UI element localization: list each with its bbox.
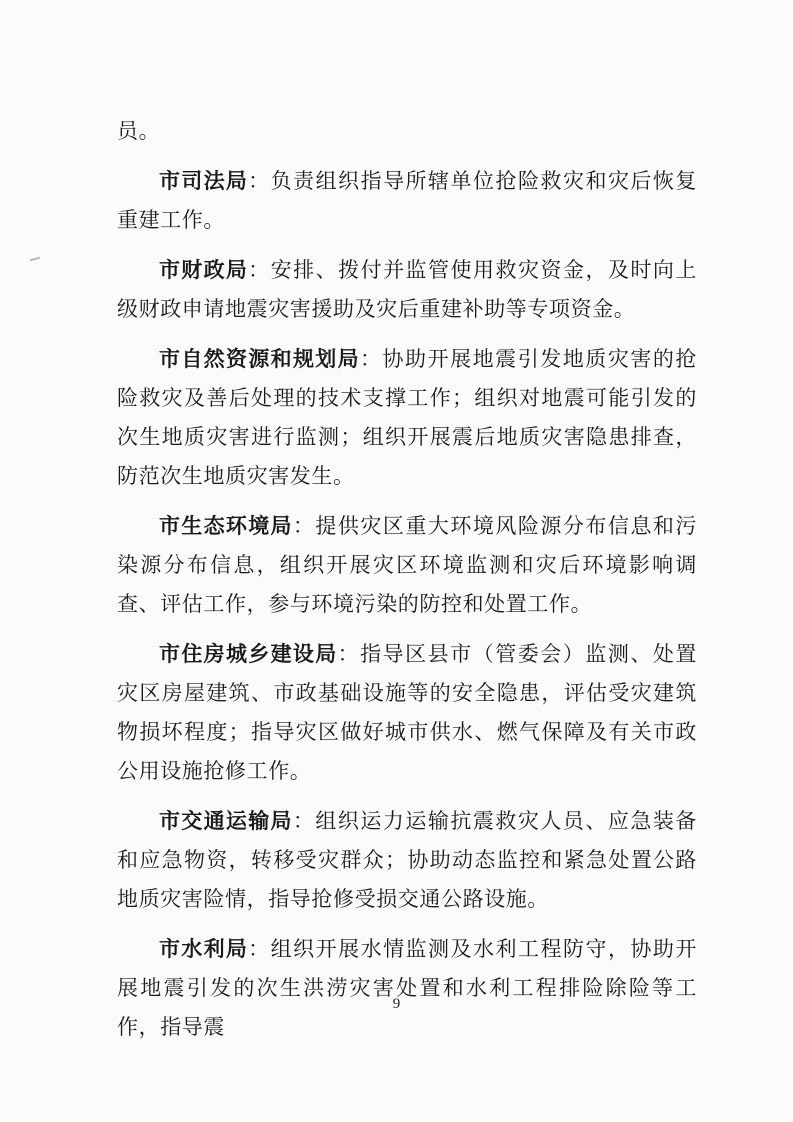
- paragraph-finance-bureau: [117, 251, 697, 329]
- paragraph-heading: 市司法局: [159, 169, 249, 193]
- document-body: [117, 112, 697, 1058]
- paragraph-text: ：指导区县市（管委会）监测、处置灾区房屋建筑、市政基础设施等的安全隐患，评估受灾建筑物损坏程度；指导灾区做好城市供水、燃气保障及有关市政公用设施抢修工作。: [117, 642, 697, 783]
- paragraph-housing-construction-bureau: [117, 635, 697, 791]
- paragraph-text: ：安排、拨付并监管使用救灾资金，及时向上级财政申请地震灾害援助及灾后重建补助等专项资金。: [117, 258, 697, 321]
- scan-mark: [30, 257, 40, 262]
- paragraph-ecology-environment-bureau: [117, 507, 697, 624]
- paragraph-text: ：组织开展水情监测及水利工程防守，协助开展地震引发的次生洪涝灾害处置和水利工程排险除险等工作，指导震: [117, 937, 697, 1039]
- paragraph-text: 员。: [117, 119, 161, 143]
- paragraph-heading: 市财政局: [159, 258, 249, 282]
- paragraph-text: ：协助开展地震引发地质灾害的抢险救灾及善后处理的技术支撑工作；组织对地震可能引发的次生地质灾害进行监测；组织开展震后地质灾害隐患排查，防范次生地质灾害发生。: [117, 347, 698, 488]
- paragraph-heading: 市水利局: [159, 937, 249, 961]
- paragraph-text: ：组织运力运输抗震救灾人员、应急装备和应急物资，转移受灾群众；协助动态监控和紧急处置公路地质灾害险情，指导抢修受损交通公路设施。: [117, 809, 697, 911]
- paragraph-water-resources-bureau: [117, 930, 697, 1047]
- paragraph-continuation: [117, 112, 697, 151]
- paragraph-transport-bureau: [117, 802, 697, 919]
- paragraph-heading: 市住房城乡建设局: [159, 642, 338, 666]
- paragraph-heading: 市生态环境局: [159, 514, 293, 538]
- paragraph-justice-bureau: [117, 162, 697, 240]
- paragraph-text: ：负责组织指导所辖单位抢险救灾和灾后恢复重建工作。: [117, 169, 697, 232]
- paragraph-heading: 市交通运输局: [159, 809, 293, 833]
- paragraph-text: ：提供灾区重大环境风险源分布信息和污染源分布信息，组织开展灾区环境监测和灾后环境影响调查、评估工作，参与环境污染的防控和处置工作。: [117, 514, 697, 616]
- paragraph-heading: 市自然资源和规划局: [159, 347, 360, 371]
- page-number: 9: [392, 996, 401, 1012]
- paragraph-natural-resources-bureau: [117, 340, 697, 496]
